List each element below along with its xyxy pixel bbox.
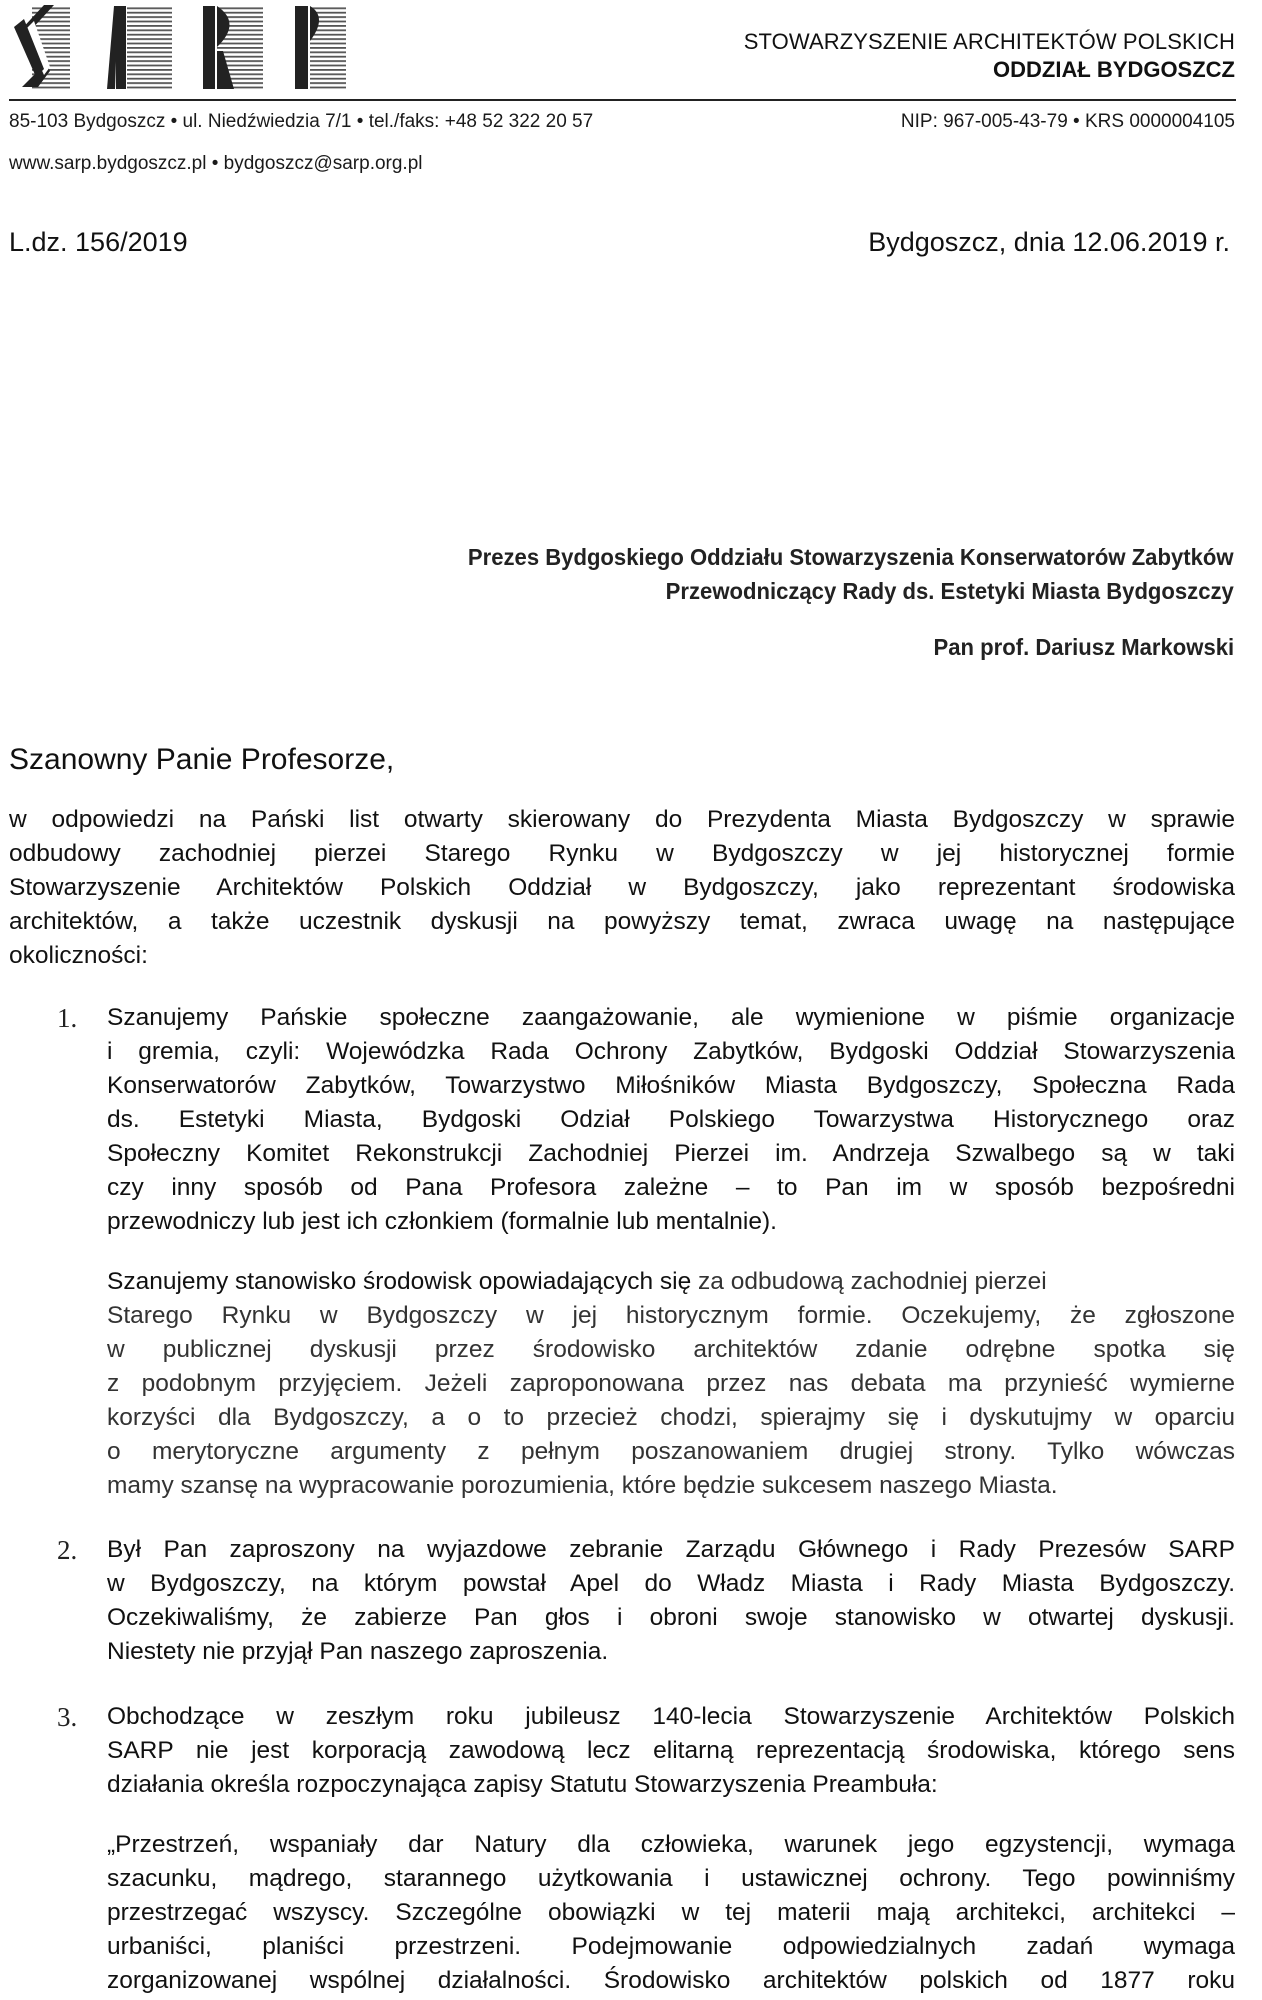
list-item-line: SARP nie jest korporacją zawodową lecz elitarną reprezentacją środowiska, którego sens [107, 1737, 1235, 1764]
sarp-logo-icon [10, 3, 346, 89]
reference-number: L.dz. 156/2019 [9, 227, 188, 257]
quote-line: urbaniści, planiści przestrzeni. Podejmowanie odpowiedzialnych zadań wymaga [107, 1933, 1235, 1960]
list-item-line: czy inny sposób od Pana Profesora zależne – to Pan im w sposób bezpośredni [107, 1174, 1235, 1201]
sub-paragraph-line: z podobnym przyjęciem. Jeżeli zaproponowana przez nas debata ma przynieść wymierne [107, 1370, 1235, 1397]
sub-paragraph-line: mamy szansę na wypracowanie porozumienia, które będzie sukcesem naszego Miasta. [107, 1472, 1058, 1499]
list-item-line: i gremia, czyli: Wojewódzka Rada Ochrony Zabytków, Bydgoski Oddział Stowarzyszenia [107, 1038, 1235, 1065]
paragraph-line: Stowarzyszenie Architektów Polskich Oddział w Bydgoszczy, jako reprezentant środowiska [9, 874, 1235, 901]
website-email: www.sarp.bydgoszcz.pl • bydgoszcz@sarp.org.pl [9, 153, 423, 174]
sub-paragraph-line: o merytoryczne argumenty z pełnym poszanowaniem drugiej strony. Tylko wówczas [107, 1438, 1235, 1465]
paragraph-line: okoliczności: [9, 942, 148, 969]
sub-paragraph-first-line [107, 1265, 1235, 1299]
list-item-line: Niestety nie przyjął Pan naszego zaproszenia. [107, 1638, 609, 1665]
quote-line: zorganizowanej wspólnej działalności. Środowisko architektów polskich od 1877 roku [107, 1967, 1235, 1994]
sub-paragraph-line: Starego Rynku w Bydgoszczy w jej historycznym formie. Oczekujemy, że zgłoszone [107, 1302, 1235, 1329]
sub-paragraph-lead: Szanujemy stanowisko środowisk opowiadających się [107, 1268, 692, 1295]
organization-name: STOWARZYSZENIE ARCHITEKTÓW POLSKICH [743, 29, 1235, 54]
list-item-line: Społeczny Komitet Rekonstrukcji Zachodniej Pierzei im. Andrzeja Szwalbego są w taki [107, 1140, 1235, 1167]
sub-paragraph-continuation: za odbudową zachodniej pierzei [691, 1268, 1047, 1295]
list-item-line: Szanujemy Pańskie społeczne zaangażowanie, ale wymienione w piśmie organizacje [107, 1004, 1235, 1031]
paragraph-line: architektów, a także uczestnik dyskusji na powyższy temat, zwraca uwagę na następujące [9, 908, 1235, 935]
list-item-line: Konserwatorów Zabytków, Towarzystwo Miłośników Miasta Bydgoszczy, Społeczna Rada [107, 1072, 1235, 1099]
salutation: Szanowny Panie Profesorze, [9, 743, 395, 776]
list-number: 2. [57, 1535, 78, 1565]
paragraph-line: odbudowy zachodniej pierzei Starego Rynku w Bydgoszczy w jej historycznej formie [9, 840, 1235, 867]
paragraph-line: w odpowiedzi na Pański list otwarty skierowany do Prezydenta Miasta Bydgoszczy w sprawie [9, 806, 1235, 833]
list-item-line: działania określa rozpoczynająca zapisy Statutu Stowarzyszenia Preambuła: [107, 1771, 938, 1798]
list-item-line: Obchodzące w zeszłym roku jubileusz 140-lecia Stowarzyszenie Architektów Polskich [107, 1703, 1235, 1730]
header-divider [9, 99, 1236, 101]
recipient-name: Pan prof. Dariusz Markowski [933, 634, 1234, 660]
recipient-line: Prezes Bydgoskiego Oddziału Stowarzyszenia Konserwatorów Zabytków [468, 544, 1234, 570]
quote-line: szacunku, mądrego, starannego użytkowania i ustawicznej ochrony. Tego powinniśmy [107, 1865, 1235, 1892]
sub-paragraph-line: korzyści dla Bydgoszczy, a o to przecież chodzi, spierajmy się i dyskutujmy w oparciu [107, 1404, 1235, 1431]
letter-date: Bydgoszcz, dnia 12.06.2019 r. [868, 227, 1230, 257]
registry-numbers: NIP: 967-005-43-79 • KRS 0000004105 [900, 111, 1235, 132]
organization-branch: ODDZIAŁ BYDGOSZCZ [993, 57, 1235, 82]
sub-paragraph-line: w publicznej dyskusji przez środowisko architektów zdanie odrębne spotka się [107, 1336, 1235, 1363]
list-item-line: przewodniczy lub jest ich członkiem (formalnie lub mentalnie). [107, 1208, 777, 1235]
quote-line: „Przestrzeń, wspaniały dar Natury dla człowieka, warunek jego egzystencji, wymaga [107, 1831, 1235, 1858]
list-item-line: ds. Estetyki Miasta, Bydgoski Odział Polskiego Towarzystwa Historycznego oraz [107, 1106, 1235, 1133]
list-item-line: Był Pan zaproszony na wyjazdowe zebranie Zarządu Głównego i Rady Prezesów SARP [107, 1536, 1235, 1563]
quote-line: przestrzegać wszyscy. Szczególne obowiązki w tej materii mają architekci, architekci – [107, 1899, 1235, 1926]
list-number: 3. [57, 1702, 78, 1732]
list-item-line: w Bydgoszczy, na którym powstał Apel do Władz Miasta i Rady Miasta Bydgoszczy. [107, 1570, 1235, 1597]
recipient-line: Przewodniczący Rady ds. Estetyki Miasta Bydgoszczy [665, 578, 1234, 604]
address-line: 85-103 Bydgoszcz • ul. Niedźwiedzia 7/1 • tel./faks: +48 52 322 20 57 [9, 111, 594, 132]
list-item-line: Oczekiwaliśmy, że zabierze Pan głos i obroni swoje stanowisko w otwartej dyskusji. [107, 1604, 1235, 1631]
list-number: 1. [57, 1003, 78, 1033]
